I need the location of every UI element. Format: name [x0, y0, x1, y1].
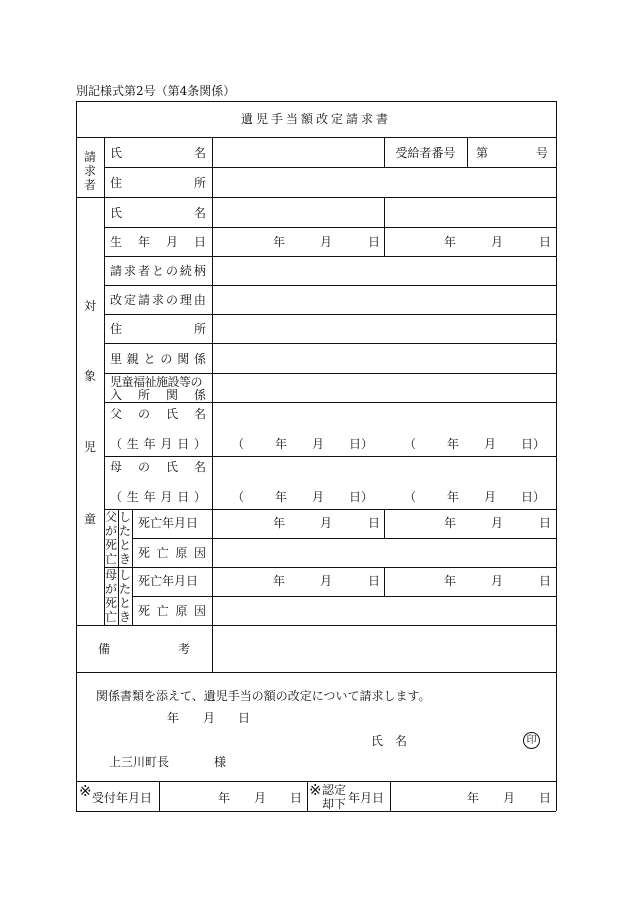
form-title: 遺児手当額改定請求書 [240, 112, 391, 126]
father-name-label: 父 の 氏 名 [110, 407, 206, 421]
approval-day: 日 [539, 791, 552, 805]
mother-birth-day-2: 日） [521, 490, 546, 504]
mother-died-label-col2: し た と き [118, 568, 131, 624]
received-year: 年 [218, 791, 231, 805]
approval-label-date: 年月日 [348, 791, 385, 805]
father-birth-month-2: 月 [484, 437, 497, 451]
father-death-year-2: 年 [444, 516, 457, 530]
facility-label-line2: 入 所 関 係 [110, 388, 206, 402]
father-died-label-col2: し た と き [118, 510, 131, 566]
father-death-month-2: 月 [491, 516, 504, 530]
mother-death-day-2: 日 [539, 574, 552, 588]
approval-label-bottom: 却下 [322, 797, 347, 811]
recipient-number-label: 受給者番号 [395, 146, 456, 160]
child-birth-year-1: 年 [273, 235, 286, 249]
father-died-label-col1: 父 が 死 亡 [104, 510, 117, 566]
mother-birth-day-1: 日） [349, 490, 374, 504]
child-birth-day-2: 日 [539, 235, 552, 249]
approval-label-top: 認定 [322, 783, 347, 797]
father-birth-label: （ 生 年 月 日 ） [110, 437, 206, 451]
mother-death-month-2: 月 [491, 574, 504, 588]
mother-death-month-1: 月 [320, 574, 333, 588]
child-birth-label: 生 年 月 日 [110, 235, 206, 249]
child-name-label: 氏 名 [110, 206, 206, 220]
child-birth-day-1: 日 [368, 235, 381, 249]
father-death-date-label: 死亡年月日 [138, 516, 199, 530]
declaration-year: 年 [167, 711, 180, 725]
approval-month: 月 [503, 791, 516, 805]
seal-icon: 印 [523, 732, 540, 749]
subject-group-label-4: 童 [84, 512, 97, 526]
child-birth-month-2: 月 [491, 235, 504, 249]
mother-birth-label: （ 生 年 月 日 ） [110, 490, 206, 504]
relation-label: 請 求 者 と の 続 柄 [110, 264, 206, 278]
mother-death-year-2: 年 [444, 574, 457, 588]
foster-relation-label: 里 親 と の 関 係 [110, 352, 206, 366]
received-day: 日 [290, 791, 303, 805]
claimant-name-label: 氏 名 [110, 146, 206, 160]
father-death-cause-label: 死 亡 原 因 [138, 546, 206, 560]
father-birth-day-2: 日） [521, 437, 546, 451]
subject-group-label-2: 象 [84, 369, 97, 383]
mother-birth-open-2: （ [404, 490, 417, 504]
father-birth-year-1: 年 [275, 437, 288, 451]
father-birth-open-2: （ [404, 437, 417, 451]
mother-birth-open-1: （ [232, 490, 245, 504]
father-death-year-1: 年 [273, 516, 286, 530]
subject-group-label-1: 対 [84, 299, 97, 313]
declaration-text: 関係書類を添えて、遺児手当の額の改定について請求します。 [96, 689, 431, 703]
received-date-label: 受付年月日 [92, 791, 153, 805]
father-birth-open-1: （ [232, 437, 245, 451]
received-month: 月 [254, 791, 267, 805]
mother-birth-month-2: 月 [484, 490, 497, 504]
approval-year: 年 [467, 791, 480, 805]
recipient-number-suffix: 号 [536, 146, 549, 160]
remarks-label: 備 考 [98, 642, 190, 656]
father-birth-month-1: 月 [312, 437, 325, 451]
child-birth-month-1: 月 [320, 235, 333, 249]
subject-group-label-3: 児 [84, 440, 97, 454]
received-mark: ※ [79, 782, 92, 800]
addressee-label: 上三川町長 [109, 755, 170, 769]
father-death-month-1: 月 [320, 516, 333, 530]
claimant-address-label: 住 所 [110, 176, 206, 190]
mother-birth-year-2: 年 [447, 490, 460, 504]
mother-birth-year-1: 年 [275, 490, 288, 504]
facility-label-line1: 児童福祉施設等の [110, 375, 203, 389]
father-death-day-1: 日 [368, 516, 381, 530]
father-birth-day-1: 日） [349, 437, 374, 451]
mother-death-cause-label: 死 亡 原 因 [138, 604, 206, 618]
reason-label: 改 定 請 求 の 理 由 [110, 293, 206, 307]
declarant-name-label: 氏 名 [371, 734, 408, 748]
approval-mark: ※ [309, 781, 322, 799]
declaration-month: 月 [203, 711, 216, 725]
claimant-group-label: 請 求 者 [83, 150, 96, 192]
mother-name-label: 母 の 氏 名 [110, 460, 206, 474]
mother-birth-month-1: 月 [312, 490, 325, 504]
mother-death-day-1: 日 [368, 574, 381, 588]
mother-death-year-1: 年 [273, 574, 286, 588]
declaration-day: 日 [238, 711, 251, 725]
recipient-number-prefix: 第 [476, 146, 489, 160]
addressee-honorific: 様 [214, 755, 227, 769]
father-birth-year-2: 年 [447, 437, 460, 451]
mother-died-label-col1: 母 が 死 亡 [104, 568, 117, 624]
mother-death-date-label: 死亡年月日 [138, 574, 199, 588]
form-number-label: 別記様式第2号（第4条関係） [76, 84, 236, 98]
child-birth-year-2: 年 [444, 235, 457, 249]
child-address-label: 住 所 [110, 322, 206, 336]
father-death-day-2: 日 [539, 516, 552, 530]
